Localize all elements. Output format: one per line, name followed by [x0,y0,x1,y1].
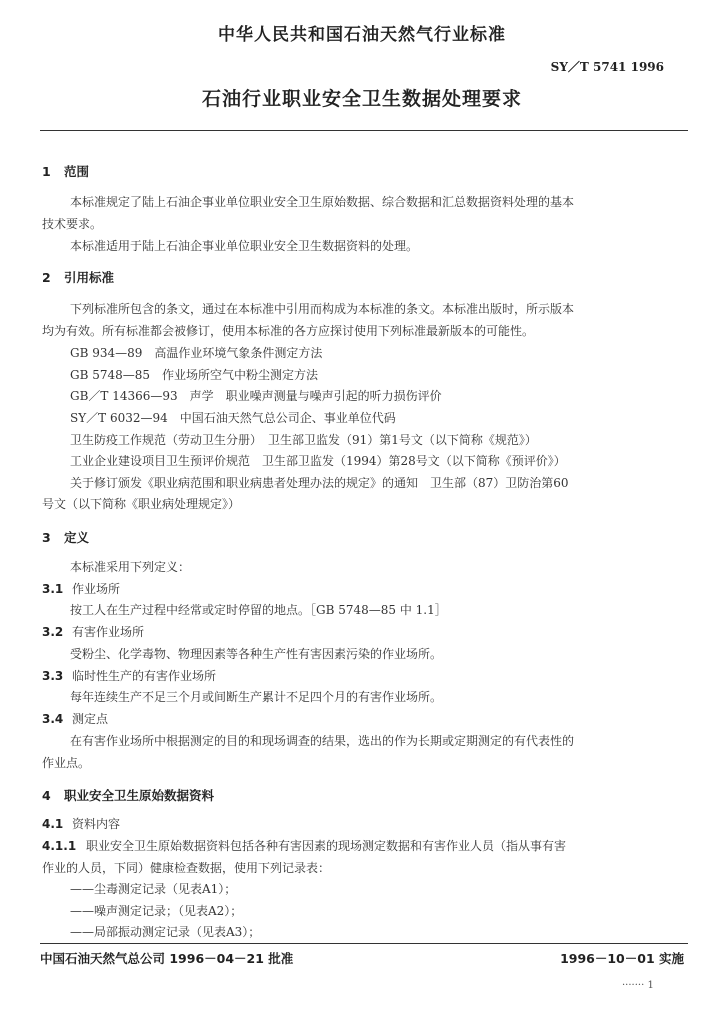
doc-title: 石油行业职业安全卫生数据处理要求 [201,88,522,110]
section-3-heading [42,528,89,546]
section-title: 定义 [64,530,90,545]
reference-item: 卫生防疫工作规范（劳动卫生分册） 卫生部卫监发（91）第1号文（以下简称《规范》） [70,433,537,447]
clause-number: 3.1 [42,582,64,596]
paragraph: 本标准适用于陆上石油企事业单位职业安全卫生数据资料的处理。 [70,239,419,253]
standard-code: SY／T 5741 1996 [550,60,664,74]
clause-number: 3.2 [42,625,64,639]
definition-term: 3.2 有害作业场所 [42,625,145,639]
definition-text: 在有害作业场所中根据测定的目的和现场调查的结果，选出的作为长期或定期测定的有代表性的 [70,734,575,748]
definition-text: 作业点。 [42,756,91,770]
definition-text: 受粉尘、化学毒物、物理因素等各种生产性有害因素污染的作业场所。 [70,647,443,661]
paragraph: 均为有效。所有标准都会被修订，使用本标准的各方应探讨使用下列标准最新版本的可能性。 [42,324,535,338]
section-number: 4 [42,788,51,803]
list-item: ——局部振动测定记录（见表A3）； [70,925,261,939]
paragraph: 作业的人员，下同）健康检查数据，使用下列记录表： [42,861,331,875]
header-divider [40,130,688,131]
definition-term: 3.1 作业场所 [42,582,121,596]
section-4-heading [42,786,214,804]
reference-item: GB／T 14366—93 声学 职业噪声测量与噪声引起的听力损伤评价 [70,389,442,403]
clause-number: 3.4 [42,712,64,726]
section-number: 3 [42,530,51,545]
section-number: 2 [42,270,51,285]
page-number: ······· 1 [622,980,654,991]
definition-text: 按工人在生产过程中经常或定时停留的地点。［GB 5748—85 中 1.1］ [70,603,447,617]
reference-item: GB 5748—85 作业场所空气中粉尘测定方法 [70,368,319,382]
reference-item: 关于修订颁发《职业病范围和职业病患者处理办法的规定》的通知 卫生部（87）卫防治第60 [70,476,569,490]
paragraph: 本标准规定了陆上石油企事业单位职业安全卫生原始数据、综合数据和汇总数据资料处理的基本 [70,195,575,209]
section-1-heading [42,162,89,180]
reference-item: SY／T 6032—94 中国石油天然气总公司企、事业单位代码 [70,411,396,425]
section-title: 引用标准 [64,270,115,285]
approval-note: 中国石油天然气总公司 1996－04－21 批准 [40,951,294,966]
footer-divider [40,943,688,944]
clause-number: 4.1.1 [42,839,77,853]
definition-term: 3.3 临时性生产的有害作业场所 [42,669,217,683]
paragraph: 技术要求。 [42,217,103,231]
reference-item: GB 934—89 高温作业环境气象条件测定方法 [70,346,323,360]
reference-item: 号文（以下简称《职业病处理规定》） [42,497,241,511]
subsubsection-paragraph: 4.1.1 职业安全卫生原始数据资料包括各种有害因素的现场测定数据和有害作业人员（指从事有害 [42,839,567,853]
definition-text: 每年连续生产不足三个月或间断生产累计不足四个月的有害作业场所。 [70,690,443,704]
clause-number: 3.3 [42,669,64,683]
subsection-heading: 4.1 资料内容 [42,817,121,831]
section-number: 1 [42,164,51,179]
clause-number: 4.1 [42,817,64,831]
section-title: 范围 [64,164,90,179]
effective-date: 1996－10－01 实施 [560,951,684,966]
paragraph: 本标准采用下列定义： [70,560,191,574]
list-item: ——尘毒测定记录（见表A1）； [70,882,237,896]
section-title: 职业安全卫生原始数据资料 [64,788,215,803]
list-item: ——噪声测定记录；（见表A2）； [70,904,243,918]
paragraph: 下列标准所包含的条文，通过在本标准中引用而构成为本标准的条文。本标准出版时，所示版本 [70,302,575,316]
section-2-heading [42,268,114,286]
definition-term: 3.4 测定点 [42,712,109,726]
reference-item: 工业企业建设项目卫生预评价规范 卫生部卫监发（1994）第28号文（以下简称《预评价》） [70,454,566,468]
org-title: 中华人民共和国石油天然气行业标准 [218,25,506,45]
